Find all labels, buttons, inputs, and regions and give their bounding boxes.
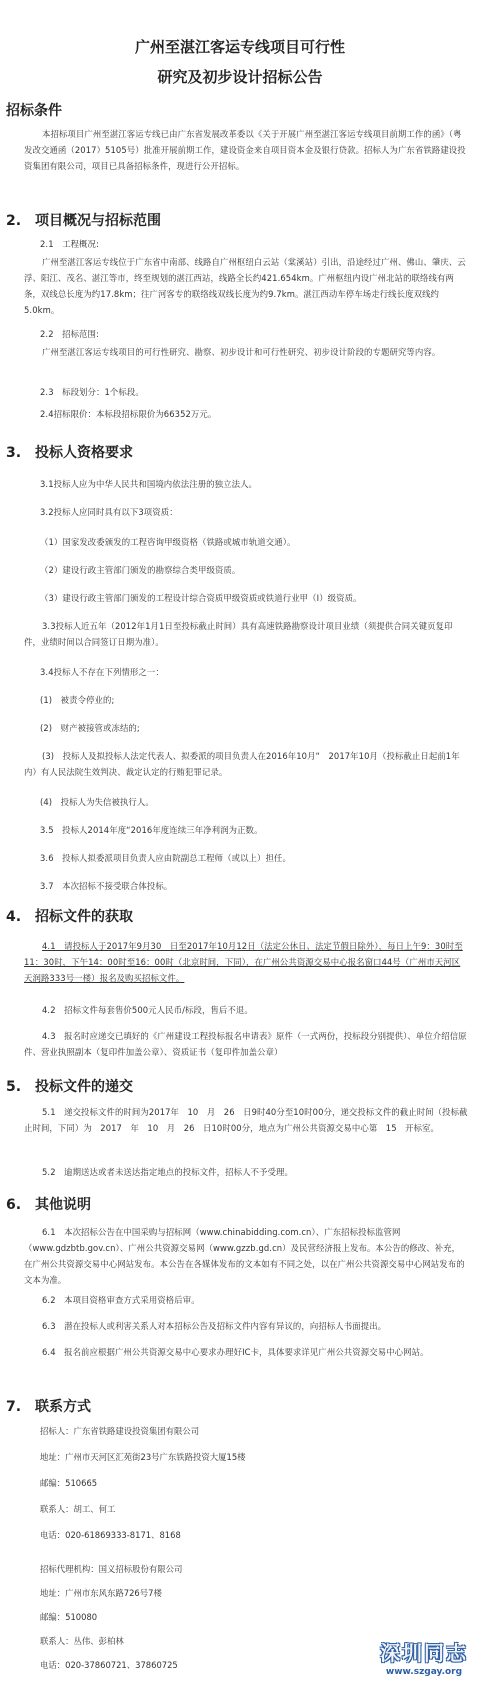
contact-phone: 电话：020-61869333-8171、8168 bbox=[40, 1530, 181, 1540]
section-heading-4: 4. 招标文件的获取 bbox=[6, 909, 134, 925]
watermark-url: www.szgay.org bbox=[385, 1667, 463, 1677]
s3-5: 3.5 投标人2014年度“2016年度连续三年净利润为正数。 bbox=[40, 825, 263, 835]
watermark-title: 深圳同志 bbox=[380, 1641, 468, 1665]
contact-address: 地址：广州市天河区汇苑街23号广东铁路投资大厦15楼 bbox=[40, 1452, 246, 1462]
s2-2-text: 广州至湛江客运专线项目的可行性研究、勘察、初步设计和可行性研究、初步设计阶段的专题研究等内容。 bbox=[42, 347, 441, 357]
section-heading-2: 2. 项目概况与招标范围 bbox=[6, 213, 162, 229]
s3-3: 3.3投标人近五年（2012年1月1日至投标截止时间）具有高速铁路勘察设计项目业绩（须提供合同关键页复印件，业绩时间以合同签订日期为准）。 bbox=[24, 621, 453, 647]
s1-paragraph: 本招标项目广州至湛江客运专线已由广东省发展改革委以《关于开展广州至湛江客运专线项目前期工作的函》（粤发改交通函（2017）5105号）批准开展前期工作，建设资金来自项目资本金及银行贷款。招标人为广东省铁路建设投资集团有限公司，项目已具备招标条件，现进行公开招标。 bbox=[24, 129, 466, 171]
section-heading-5: 5. 投标文件的递交 bbox=[6, 1079, 134, 1095]
s3-4-2: (2) 财产被接管或冻结的; bbox=[40, 723, 140, 733]
s2-3: 2.3 标段划分：1个标段。 bbox=[40, 387, 144, 397]
section-heading-6: 6. 其他说明 bbox=[6, 1197, 92, 1213]
s2-1-title: 2.1 工程概况: bbox=[40, 239, 99, 249]
contact-person: 联系人：胡工、何工 bbox=[40, 1504, 116, 1514]
s3-2-2: （2）建设行政主管部门颁发的勘察综合类甲级资质。 bbox=[40, 565, 241, 575]
s2-2-title: 2.2 招标范围: bbox=[40, 329, 99, 339]
contact-postcode: 邮编：510665 bbox=[40, 1478, 98, 1488]
s3-2-3: （3）建设行政主管部门颁发的工程设计综合资质甲级资质或铁道行业甲（Ⅰ）级资质。 bbox=[40, 593, 362, 603]
s4-3: 4.3 报名时应递交已填好的《广州建设工程投标报名申请表》原件（一式两份，投标段分别提供）、单位介绍信原件、营业执照副本（复印件加盖公章）、资质证书（复印件加盖公章） bbox=[24, 1031, 467, 1057]
doc-title-line2: 研究及初步设计招标公告 bbox=[157, 68, 323, 86]
section-heading-3: 3. 投标人资格要求 bbox=[6, 445, 134, 461]
s3-7: 3.7 本次招标不接受联合体投标。 bbox=[40, 881, 173, 891]
s4-1: 4.1 请投标人于2017年9月30 日至2017年10月12日（法定公休日、法定节假日除外），每日上午9：30时至11：30时，下午14：00时至16：00时（北京时间，下同），在广州公共资源交易中心报名窗口44号（广州市天河区天润路333号一楼）报名及购买招标文件。 bbox=[24, 941, 463, 983]
agency-address: 地址：广州市东风东路726号7楼 bbox=[40, 1588, 162, 1598]
agency-person: 联系人：丛伟、彭柏林 bbox=[40, 1636, 124, 1646]
s3-1: 3.1投标人应为中华人民共和国境内依法注册的独立法人。 bbox=[40, 479, 258, 489]
s2-1-text: 广州至湛江客运专线位于广东省中南部、线路自广州枢纽白云站（棠溪站）引出，沿途经过广州、佛山、肇庆、云浮、阳江、茂名、湛江等市，终至规划的湛江西站，线路全长约421.654km。广州枢纽内设广州北站的联络线有两条，双线总长度为约17.8km；往广河客专的联络线双线长度为约9.7km。湛江西动车停车场走行线长度双线约5.0km。 bbox=[24, 257, 466, 315]
s2-4: 2.4招标限价：本标段招标限价为66352万元。 bbox=[40, 409, 217, 419]
s3-6: 3.6 投标人拟委派项目负责人应由院副总工程师（或以上）担任。 bbox=[40, 853, 291, 863]
agency-name: 招标代理机构：国义招标股份有限公司 bbox=[40, 1564, 183, 1574]
s3-2: 3.2投标人应同时具有以下3项资质： bbox=[40, 507, 178, 517]
agency-phone: 电话：020-37860721、37860725 bbox=[40, 1660, 178, 1670]
s3-4-4: (4) 投标人为失信被执行人。 bbox=[40, 797, 154, 807]
doc-title-line1: 广州至湛江客运专线项目可行性 bbox=[134, 38, 345, 56]
s5-1: 5.1 递交投标文件的时间为2017年 10 月 26 日9时40分至10时00分，递交投标文件的截止时间（投标截止时间，下同）为 2017 年 10 月 26 日10时00分，地点为广州公共资源交易中心第 15 开标室。 bbox=[24, 1107, 468, 1133]
section-heading-1: 招标条件 bbox=[6, 103, 62, 119]
s6-2: 6.2 本项目资格审查方式采用资格后审。 bbox=[42, 1295, 200, 1305]
s3-2-1: （1）国家发改委颁发的工程咨询甲级资格（铁路或城市轨道交通）。 bbox=[40, 537, 296, 547]
s6-3: 6.3 潜在投标人或利害关系人对本招标公告及招标文件内容有异议的，向招标人书面提出。 bbox=[42, 1321, 387, 1331]
s6-4: 6.4 报名前应根据广州公共资源交易中心要求办理好IC卡，具体要求详见广州公共资源交易中心网站。 bbox=[42, 1347, 429, 1357]
s6-1: 6.1 本次招标公告在中国采购与招标网（www.chinabidding.com.cn）、广东招标投标监管网（www.gdzbtb.gov.cn）、广州公共资源交易网（www.gzzb.gd.cn）及民营经济报上发布。本公告的修改、补充，在广州公共资源交易中心网站发布。本公告在各媒体发布的文本如有不同之处，以在广州公共资源交易中心网站发布的文本为准。 bbox=[24, 1227, 465, 1285]
s5-2: 5.2 逾期送达或者未送达指定地点的投标文件，招标人不予受理。 bbox=[42, 1167, 293, 1177]
watermark-logo bbox=[374, 1640, 474, 1684]
s3-4-1: (1) 被责令停业的; bbox=[40, 695, 115, 705]
section-heading-7: 7. 联系方式 bbox=[6, 1399, 92, 1415]
s4-2: 4.2 招标文件每套售价500元人民币/标段，售后不退。 bbox=[42, 1005, 253, 1015]
agency-postcode: 邮编：510080 bbox=[40, 1612, 98, 1622]
s3-4-3: (3) 投标人及拟投标人法定代表人、拟委派的项目负责人在2016年10月“ 2017年10月（投标截止日起前1年内）有人民法院生效判决、裁定认定的行贿犯罪记录。 bbox=[24, 751, 460, 777]
s3-4: 3.4投标人不存在下列情形之一： bbox=[40, 667, 164, 677]
contact-tenderer: 招标人：广东省铁路建设投资集团有限公司 bbox=[40, 1426, 200, 1436]
